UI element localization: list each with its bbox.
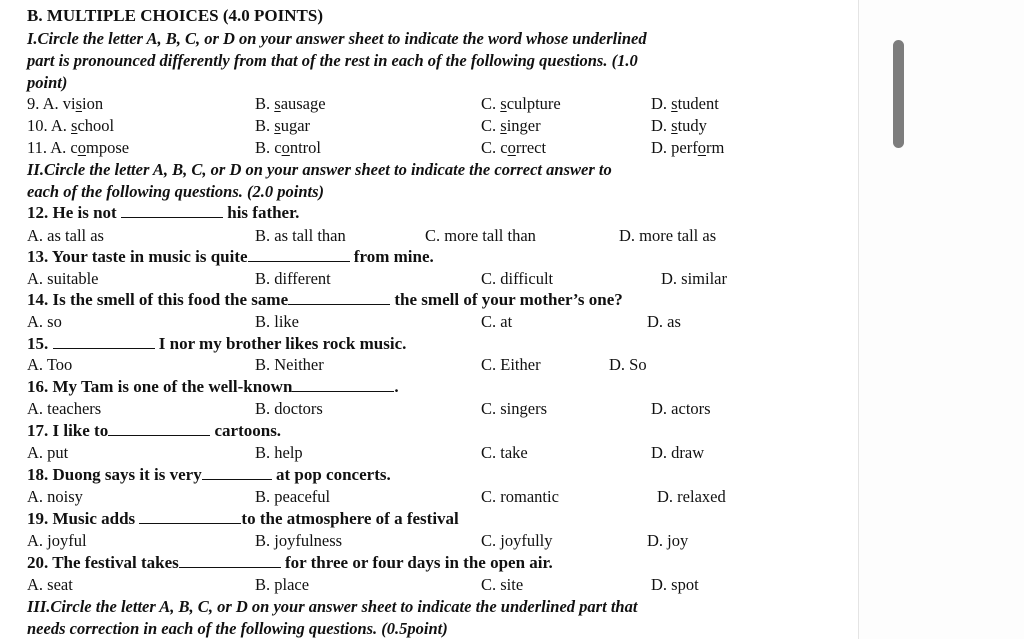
q13-option-c: C. difficult: [481, 269, 554, 288]
question-18-stem: 18. Duong says it is very at pop concerts.: [27, 465, 391, 484]
answer-blank: [292, 377, 394, 392]
answer-blank: [202, 465, 272, 480]
q12-option-b: B. as tall than: [255, 226, 346, 245]
viewer-side-panel: [858, 0, 1024, 639]
answer-blank: [139, 509, 241, 524]
q20-option-b: B. place: [255, 575, 310, 594]
section-title: B. MULTIPLE CHOICES (4.0 POINTS): [27, 6, 323, 25]
question-14-stem: 14. Is the smell of this food the same the smell of your mother’s one?: [27, 290, 623, 309]
part2-instruction-line2: each of the following questions. (2.0 points): [27, 182, 325, 201]
option-d: D. study: [651, 116, 707, 135]
part3-instruction-line2: needs correction in each of the following questions. (0.5point): [27, 619, 448, 638]
question-15-stem: 15. I nor my brother likes rock music.: [27, 334, 407, 353]
part1-instruction-line3: point): [27, 73, 68, 92]
q18-option-b: B. peaceful: [255, 487, 331, 506]
q20-option-c: C. site: [481, 575, 524, 594]
q15-option-b: B. Neither: [255, 355, 324, 374]
q15-option-d: D. So: [609, 355, 647, 374]
option-c: C. singer: [481, 116, 541, 135]
answer-blank: [288, 290, 390, 305]
option-b: B. sugar: [255, 116, 311, 135]
answer-blank: [108, 421, 210, 436]
answer-blank: [53, 334, 155, 349]
answer-blank: [248, 247, 350, 262]
q16-option-a: A. teachers: [27, 399, 102, 418]
option-c: C. correct: [481, 138, 547, 157]
q16-option-d: D. actors: [651, 399, 711, 418]
q14-option-b: B. like: [255, 312, 299, 331]
option-a: 9. A. vision: [27, 94, 104, 113]
q20-option-d: D. spot: [651, 575, 699, 594]
question-13-stem: 13. Your taste in music is quite from mine.: [27, 247, 434, 266]
q13-option-d: D. similar: [661, 269, 727, 288]
question-12-stem: 12. He is not his father.: [27, 203, 300, 222]
question-17-stem: 17. I like to cartoons.: [27, 421, 282, 440]
q19-option-b: B. joyfulness: [255, 531, 343, 550]
q12-option-d: D. more tall as: [619, 226, 717, 245]
question-20-stem: 20. The festival takes for three or four days in the open air.: [27, 553, 553, 572]
part1-instruction-line2: part is pronounced differently from that of the rest in each of the following questions. (1.0: [27, 51, 638, 70]
q16-option-b: B. doctors: [255, 399, 323, 418]
q19-option-d: D. joy: [647, 531, 689, 550]
vertical-scrollbar-thumb[interactable]: [893, 40, 904, 148]
q18-option-c: C. romantic: [481, 487, 559, 506]
q17-option-b: B. help: [255, 443, 303, 462]
question-16-stem: 16. My Tam is one of the well-known .: [27, 377, 399, 396]
q15-option-a: A. Too: [27, 355, 73, 374]
option-c: C. sculpture: [481, 94, 561, 113]
q17-option-d: D. draw: [651, 443, 705, 462]
part3-instruction-line1: III.Circle the letter A, B, C, or D on your answer sheet to indicate the underlined part that: [27, 597, 638, 616]
q18-option-a: A. noisy: [27, 487, 83, 506]
answer-blank: [179, 553, 281, 568]
q17-option-c: C. take: [481, 443, 528, 462]
q14-option-d: D. as: [647, 312, 681, 331]
q13-option-a: A. suitable: [27, 269, 99, 288]
option-a: 10. A. school: [27, 116, 115, 135]
part1-instruction-line1: I.Circle the letter A, B, C, or D on your answer sheet to indicate the word whose underlined: [27, 29, 647, 48]
q12-option-c: C. more tall than: [425, 226, 536, 245]
q14-option-a: A. so: [27, 312, 62, 331]
q16-option-c: C. singers: [481, 399, 547, 418]
q20-option-a: A. seat: [27, 575, 73, 594]
q12-option-a: A. as tall as: [27, 226, 104, 245]
q19-option-c: C. joyfully: [481, 531, 553, 550]
option-b: B. control: [255, 138, 322, 157]
answer-blank: [121, 203, 223, 218]
option-a: 11. A. compose: [27, 138, 130, 157]
q18-option-d: D. relaxed: [657, 487, 726, 506]
q13-option-b: B. different: [255, 269, 331, 288]
option-b: B. sausage: [255, 94, 326, 113]
q17-option-a: A. put: [27, 443, 69, 462]
q19-option-a: A. joyful: [27, 531, 87, 550]
question-19-stem: 19. Music adds to the atmosphere of a festival: [27, 509, 459, 528]
part2-instruction-line1: II.Circle the letter A, B, C, or D on your answer sheet to indicate the correct answer to: [27, 160, 612, 179]
q15-option-c: C. Either: [481, 355, 541, 374]
option-d: D. student: [651, 94, 719, 113]
option-d: D. perform: [651, 138, 725, 157]
q14-option-c: C. at: [481, 312, 513, 331]
